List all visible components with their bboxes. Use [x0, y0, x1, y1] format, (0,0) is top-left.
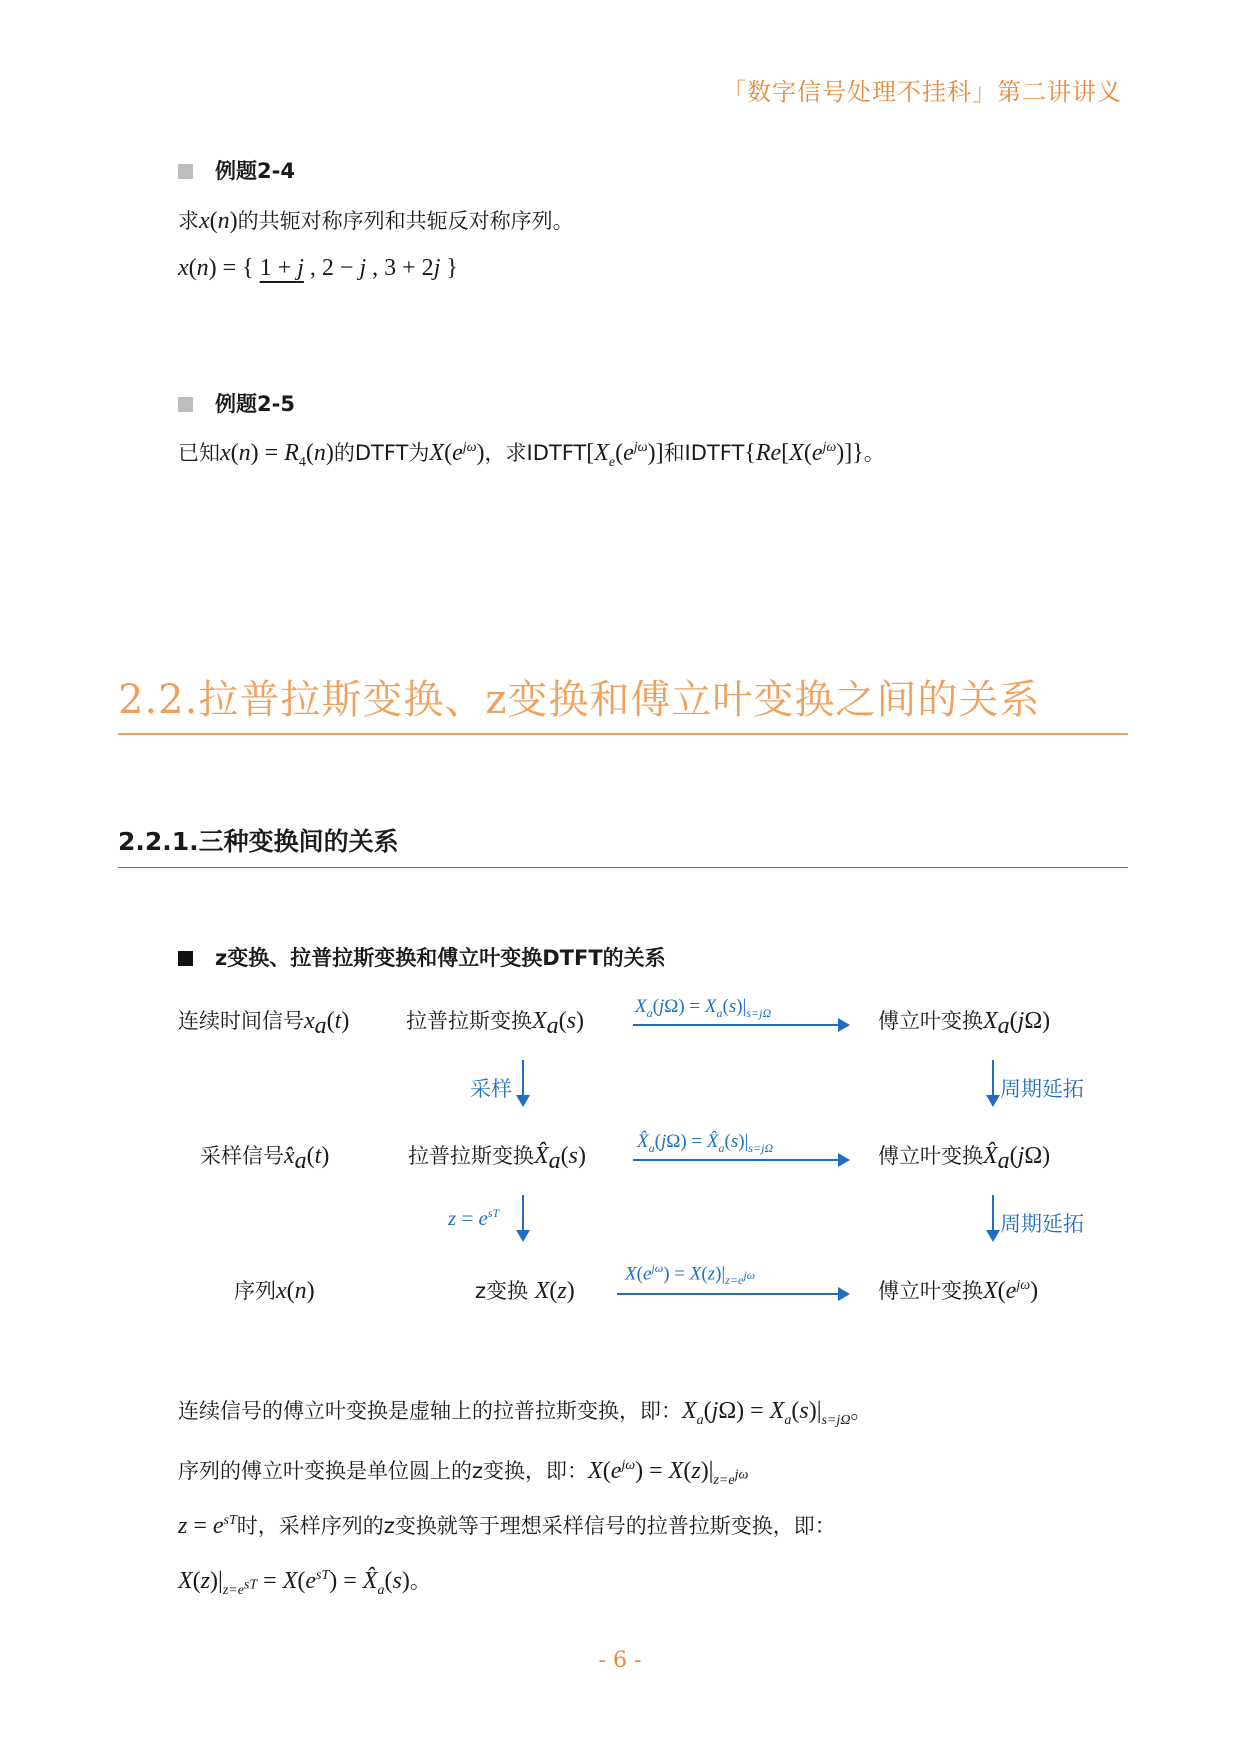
diagram-heading-text: z变换、拉普拉斯变换和傅立叶变换DTFT的关系 — [215, 946, 666, 970]
explanation-2: 序列的傅立叶变换是单位圆上的z变换，即：$X(e^{j\omega}) = X(z)|_{z=e^{j\omega}}$ — [178, 1458, 749, 1488]
row2-arrow — [633, 1159, 848, 1161]
down2-right-arrow — [992, 1195, 994, 1240]
square-bullet-icon — [178, 164, 193, 179]
down1-right-label: 周期延拓 — [1000, 1077, 1084, 1101]
example-2-4-question: 求x(n)的共轭对称序列和共轭反对称序列。 — [178, 208, 574, 234]
down2-left-arrow — [522, 1195, 524, 1240]
down2-left-label: $z = e^{sT}$ — [448, 1206, 500, 1230]
down1-left-arrow — [522, 1060, 524, 1105]
page-number: - 6 - — [598, 1648, 642, 1673]
example-2-5-question: 已知$x(n) = R_4(n)$的DTFT为$X(e^{j\omega})$，求$IDTFT[X_e(e^{j\omega})]$和$IDTFT\{Re[X(e^{j\omega})]\}$。 — [178, 440, 885, 470]
subsection-divider — [118, 867, 1128, 868]
square-bullet-icon — [178, 951, 193, 966]
row1-arrow-label: $X_a(j\Omega) = X_a(s)|_{s=j\Omega}$ — [635, 996, 772, 1020]
row1-arrow — [633, 1024, 848, 1026]
row3-left: 序列x(n) — [234, 1278, 315, 1304]
row3-right: 傅立叶变换$X(e^{j\omega})$ — [878, 1278, 1039, 1304]
row3-arrow — [617, 1293, 848, 1295]
row3-arrow-label: $X(e^{j\omega}) = X(z)|_{z=e^{j\omega}}$ — [625, 1261, 756, 1288]
down1-right-arrow — [992, 1060, 994, 1105]
section-title: 2.2.拉普拉斯变换、z变换和傅立叶变换之间的关系 — [118, 677, 1041, 723]
example-2-4-sequence: x(n) = { 1 + j , 2 − j , 3 + 2j } — [178, 255, 458, 281]
row2-mid: 拉普拉斯变换$X̂_a(s)$ — [408, 1143, 587, 1175]
down2-right-label: 周期延拓 — [1000, 1212, 1084, 1236]
row2-left: 采样信号$x̂_a(t)$ — [200, 1143, 330, 1175]
example-2-4-label: 例题2-4 — [215, 159, 295, 183]
header-title: 「数字信号处理不挂科」第二讲讲义 — [722, 78, 1122, 106]
subsection-title: 2.2.1.三种变换间的关系 — [118, 827, 399, 856]
row3-mid: z变换 X(z) — [475, 1278, 575, 1304]
example-2-5-label: 例题2-5 — [215, 392, 295, 416]
diagram-heading — [178, 942, 666, 972]
row2-right: 傅立叶变换$X̂_a(j\Omega)$ — [878, 1143, 1051, 1175]
explanation-1: 连续信号的傅立叶变换是虚轴上的拉普拉斯变换，即：$X_a(j\Omega) = X_a(s)|_{s=j\Omega}$。 — [178, 1398, 872, 1428]
explanation-3: $z = e^{sT}$时，采样序列的z变换就等于理想采样信号的拉普拉斯变换，即： — [178, 1513, 836, 1539]
square-bullet-icon — [178, 397, 193, 412]
row1-right: 傅立叶变换$X_a(j\Omega)$ — [878, 1008, 1051, 1040]
down1-left-label: 采样 — [470, 1077, 512, 1101]
example-2-5-heading — [178, 388, 295, 418]
row1-mid: 拉普拉斯变换$X_a(s)$ — [406, 1008, 585, 1040]
explanation-4: $X(z)|_{z=e^{sT}} = X(e^{sT})$ = $X̂_a(s)$。 — [178, 1568, 431, 1598]
section-divider — [118, 733, 1128, 735]
row2-arrow-label: $X̂_a(j\Omega)$ = $X̂_a(s)|_{s=j\Omega}$ — [637, 1131, 774, 1155]
example-2-4-heading — [178, 155, 295, 185]
row1-left: 连续时间信号$x_a(t)$ — [178, 1008, 350, 1040]
